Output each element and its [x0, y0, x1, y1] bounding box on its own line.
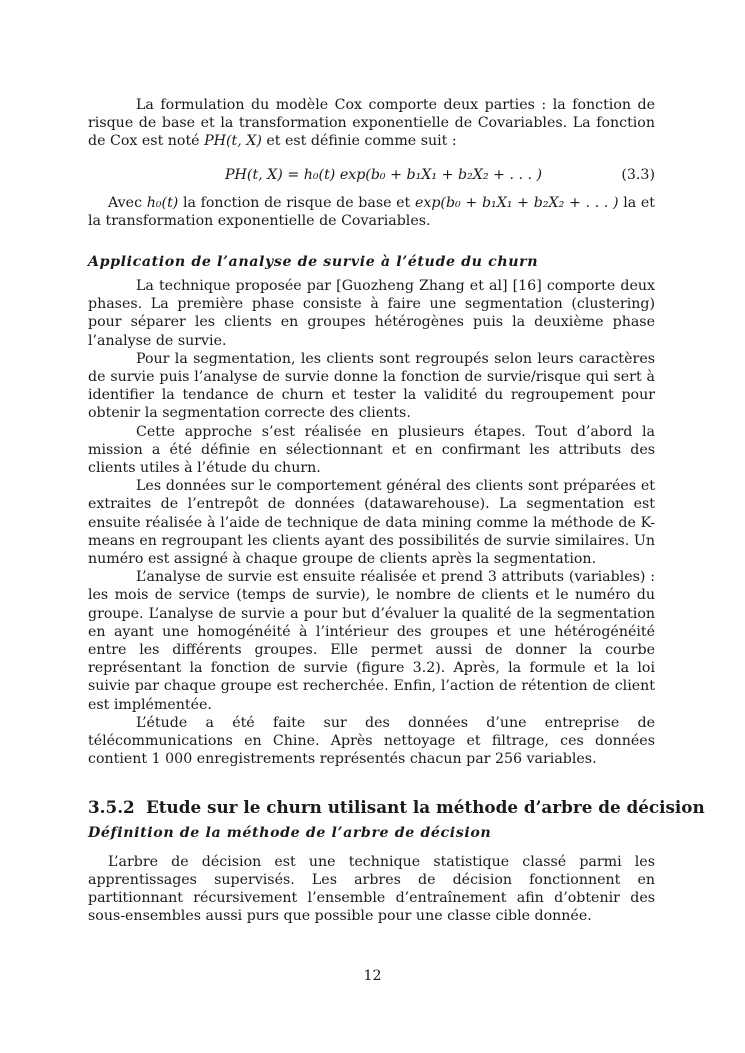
- after-equation-paragraph: [88, 194, 655, 230]
- intro-text: La formulation du modèle Cox comporte deux parties : la fonction de risque de base et la transformation exponentielle de Covariables. La fonction de Cox est noté: [88, 97, 655, 150]
- page-content: [88, 96, 705, 925]
- math-h0: h₀(t): [146, 194, 179, 211]
- equation-3-3: [88, 164, 655, 186]
- paragraph-1: La technique proposée par [Guozheng Zhang et al] [16] comporte deux phases. La première phase consiste à faire une segmentation (clustering) pour séparer les clients en groupes hétérogènes puis la deuxième phase l’analyse de survie.: [88, 278, 655, 349]
- paragraph-6: L’étude a été faite sur des données d’une entreprise de télécommunications en Chine. Après nettoyage et filtrage, ces données contient 1 000 enregistrements représentés chacun par 256 variables.: [88, 714, 655, 768]
- after-eq-text-c: la et la transformation exponentielle de Covariables.: [88, 194, 656, 229]
- intro-text-end: et est définie comme suit :: [261, 133, 457, 150]
- after-eq-text-b: la fonction de risque de base et: [178, 194, 415, 211]
- after-eq-text-a: Avec: [108, 194, 147, 211]
- paragraph-2: Pour la segmentation, les clients sont regroupés selon leurs caractères de survie puis l’analyse de survie donne la fonction de survie/risque qui sert à identifier la tendance de churn et tester la validité du regroupement pour obtenir la segmentation correcte des clients.: [88, 350, 655, 422]
- paragraph-4: Les données sur le comportement général des clients sont préparées et extraites de l’entrepôt de données (datawarehouse). La segmentation est ensuite réalisée à l’aide de technique de data mining comme la méthode de K-means en regroupant les clients ayant des possibilités de survie similaires. Un numéro est assigné à chaque groupe de clients après la segmentation.: [88, 478, 655, 568]
- intro-paragraph: [88, 96, 655, 151]
- section-heading: [88, 796, 705, 817]
- math-ph: PH(t, X): [204, 133, 262, 150]
- section-title: Etude sur le churn utilisant la méthode d’arbre de décision: [146, 796, 705, 817]
- section-number: 3.5.2: [88, 796, 135, 817]
- page-number: 12: [363, 968, 382, 984]
- paragraph-3: Cette approche s’est réalisée en plusieurs étapes. Tout d’abord la mission a été définie en sélectionnant et en confirmant les attributs des clients utiles à l’étude du churn.: [88, 423, 655, 477]
- equation-formula: PH(t, X) = h₀(t) exp(b₀ + b₁X₁ + b₂X₂ + . . . ): [225, 166, 543, 183]
- subsection-title-definition: Définition de la méthode de l’arbre de décision: [88, 824, 492, 841]
- math-exp: exp(b₀ + b₁X₁ + b₂X₂ + . . . ): [414, 194, 619, 211]
- equation-number: (3.3): [621, 166, 655, 183]
- definition-paragraph: L’arbre de décision est une technique statistique classé parmi les apprentissages supervisés. Les arbres de décision fonctionnent en partitionnant récursivement l’ensemble d’entraînement afin d’obtenir des sous-ensembles aussi purs que possible pour une classe cible donnée.: [88, 853, 655, 925]
- subsection-title-application: Application de l’analyse de survie à l’étude du churn: [88, 254, 539, 271]
- paragraph-5: L’analyse de survie est ensuite réalisée et prend 3 attributs (variables) : les mois de service (temps de survie), le nombre de clients et le numéro du groupe. L’analyse de survie a pour but d’évaluer la qualité de la segmentation en ayant une homogénéité à l’intérieur des groupes et une hétérogénéité entre les différents groupes. Elle permet aussi de donner la courbe représentant la fonction de survie (figure 3.2). Après, la formule et la loi suivie par chaque groupe est recherchée. Enfin, l’action de rétention de client est implémentée.: [88, 569, 655, 713]
